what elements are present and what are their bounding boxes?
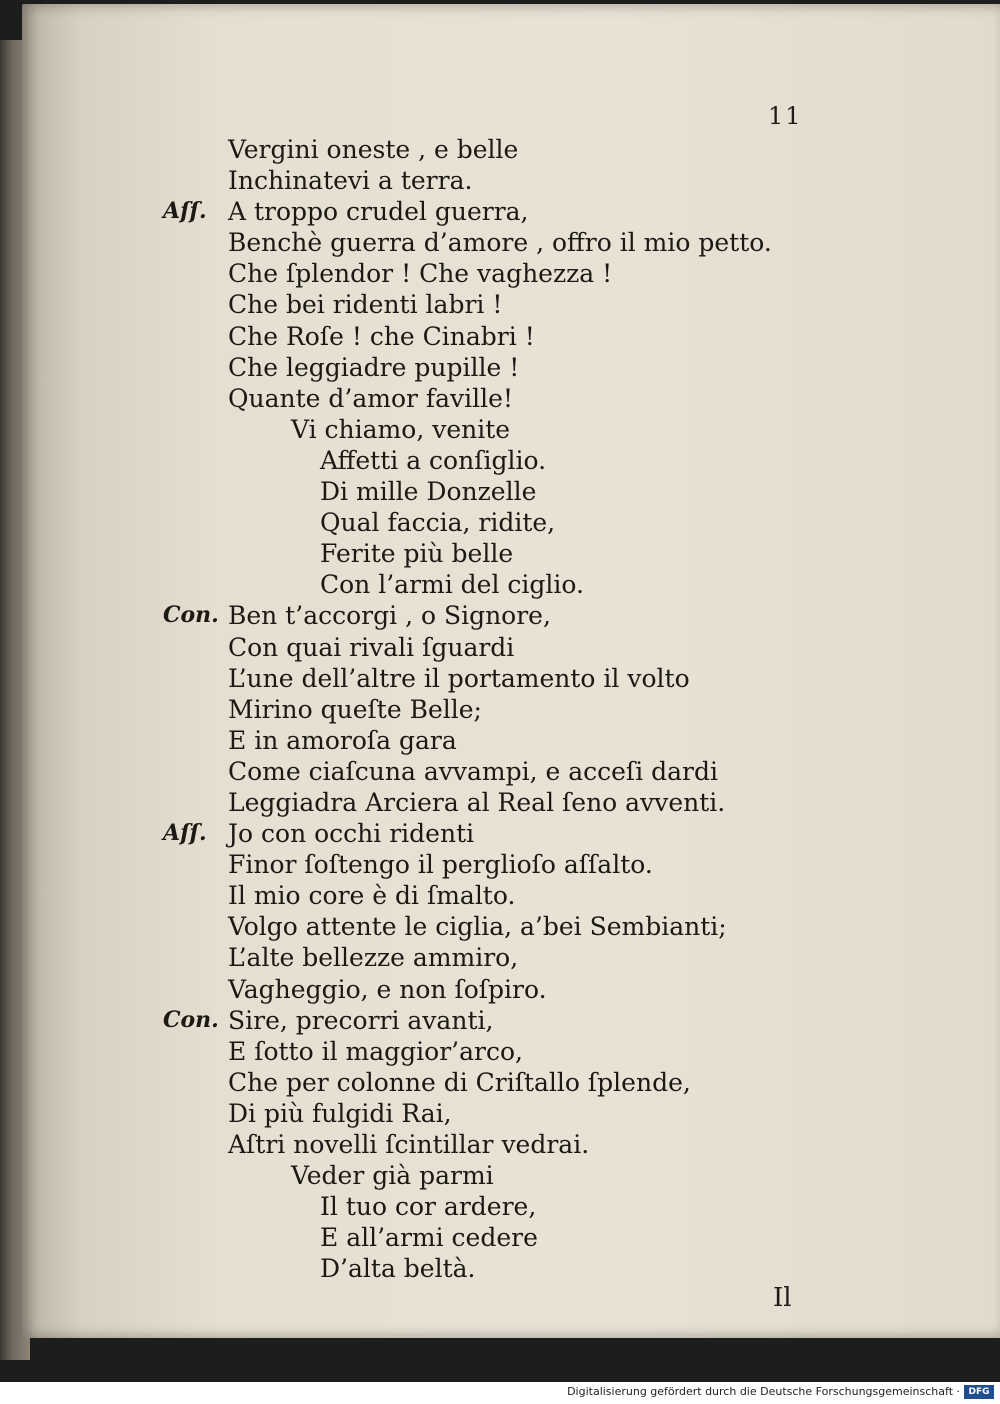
verse-text: Qual faccia, ridite, (320, 508, 556, 538)
verse-text: E all’armi cedere (320, 1223, 538, 1253)
text-line (0, 942, 980, 973)
verse-text: Come ciaſcuna avvampi, e acceſi dardi (228, 756, 718, 786)
verse-text: Che per colonne di Criſtallo ſplende, (228, 1067, 691, 1097)
text-line (0, 1222, 980, 1253)
verse-text: D’alta beltà. (320, 1254, 476, 1284)
verse-text: Inchinatevi a terra. (228, 166, 473, 196)
verse-text: Il tuo cor ardere, (320, 1192, 537, 1222)
text-line (0, 974, 980, 1005)
footer-credit: Digitalisierung gefördert durch die Deutsche Forschungsgemeinschaft · (567, 1385, 960, 1398)
verse-text: Finor ſoſtengo il perglioſo aſſalto. (228, 850, 653, 880)
verse-text: Con l’armi del ciglio. (320, 570, 584, 600)
text-line (0, 321, 980, 352)
text-line (0, 756, 980, 787)
text-line (0, 849, 980, 880)
text-line (0, 818, 980, 849)
text-line (0, 196, 980, 227)
text-line (0, 1160, 980, 1191)
verse-text: L’une dell’altre il portamento il volto (228, 663, 690, 693)
text-line (0, 880, 980, 911)
verse-text: Di mille Donzelle (320, 477, 537, 507)
speaker-label: Con. (163, 1006, 219, 1033)
text-line (0, 787, 980, 818)
verse-text: Aſtri novelli ſcintillar vedrai. (228, 1130, 590, 1159)
text-line (0, 414, 980, 445)
verse-text: Vergini oneste , e belle (228, 135, 519, 164)
text-line (0, 445, 980, 476)
speaker-label: Aſſ. (163, 820, 207, 847)
verse-text: Vi chiamo, venite (291, 414, 511, 444)
text-line (0, 1191, 980, 1222)
text-line (0, 1036, 980, 1067)
verse-text: E ſotto il maggior’arco, (228, 1036, 523, 1066)
libretto-text (0, 134, 980, 1284)
verse-text: Che ſplendor ! Che vaghezza ! (228, 259, 613, 289)
text-line (0, 258, 980, 289)
text-line (0, 1253, 980, 1284)
verse-text: Il mio core è di ſmalto. (228, 881, 516, 911)
text-line (0, 289, 980, 320)
text-line (0, 134, 980, 165)
text-line (0, 1067, 980, 1098)
text-line (0, 383, 980, 414)
text-line (0, 476, 980, 507)
text-line (0, 725, 980, 756)
verse-text: Affetti a conſiglio. (320, 445, 547, 475)
verse-text: Sire, precorri avanti, (228, 1005, 494, 1035)
verse-text: Benchè guerra d’amore , offro il mio petto. (228, 228, 772, 258)
verse-text: Ferite più belle (320, 539, 514, 569)
text-line (0, 632, 980, 663)
text-line (0, 1098, 980, 1129)
text-line (0, 663, 980, 694)
text-line (0, 538, 980, 569)
catchword: Il (773, 1283, 792, 1313)
verse-text: Ben t’accorgi , o Signore, (228, 601, 551, 631)
page-number: 11 (768, 102, 803, 130)
verse-text: Jo con occhi ridenti (228, 819, 475, 849)
footer-bar (0, 1382, 1000, 1404)
text-line (0, 352, 980, 383)
verse-text: A troppo crudel guerra, (228, 197, 529, 227)
verse-text: Di più fulgidi Rai, (228, 1098, 452, 1128)
verse-text: Mirino queſte Belle; (228, 694, 482, 724)
text-line (0, 600, 980, 631)
verse-text: Leggiadra Arciera al Real ſeno avventi. (228, 787, 726, 817)
text-line (0, 1005, 980, 1036)
verse-text: Vagheggio, e non ſoſpiro. (228, 974, 547, 1004)
verse-text: Che leggiadre pupille ! (228, 352, 520, 382)
dfg-logo: DFG (964, 1385, 994, 1399)
verse-text: Volgo attente le ciglia, a’bei Sembianti; (228, 912, 727, 942)
text-line (0, 507, 980, 538)
text-line (0, 227, 980, 258)
text-line (0, 165, 980, 196)
verse-text: L’alte bellezze ammiro, (228, 943, 519, 973)
text-line (0, 694, 980, 725)
verse-text: E in amoroſa gara (228, 725, 457, 755)
verse-text: Veder già parmi (291, 1161, 494, 1191)
verse-text: Che Roſe ! che Cinabri ! (228, 321, 535, 351)
verse-text: Con quai rivali ſguardi (228, 632, 515, 662)
text-line (0, 1129, 980, 1160)
speaker-label: Con. (163, 602, 219, 629)
text-line (0, 911, 980, 942)
speaker-label: Aſſ. (163, 198, 207, 225)
verse-text: Quante d’amor faville! (228, 383, 514, 413)
verse-text: Che bei ridenti labri ! (228, 290, 503, 320)
text-line (0, 569, 980, 600)
